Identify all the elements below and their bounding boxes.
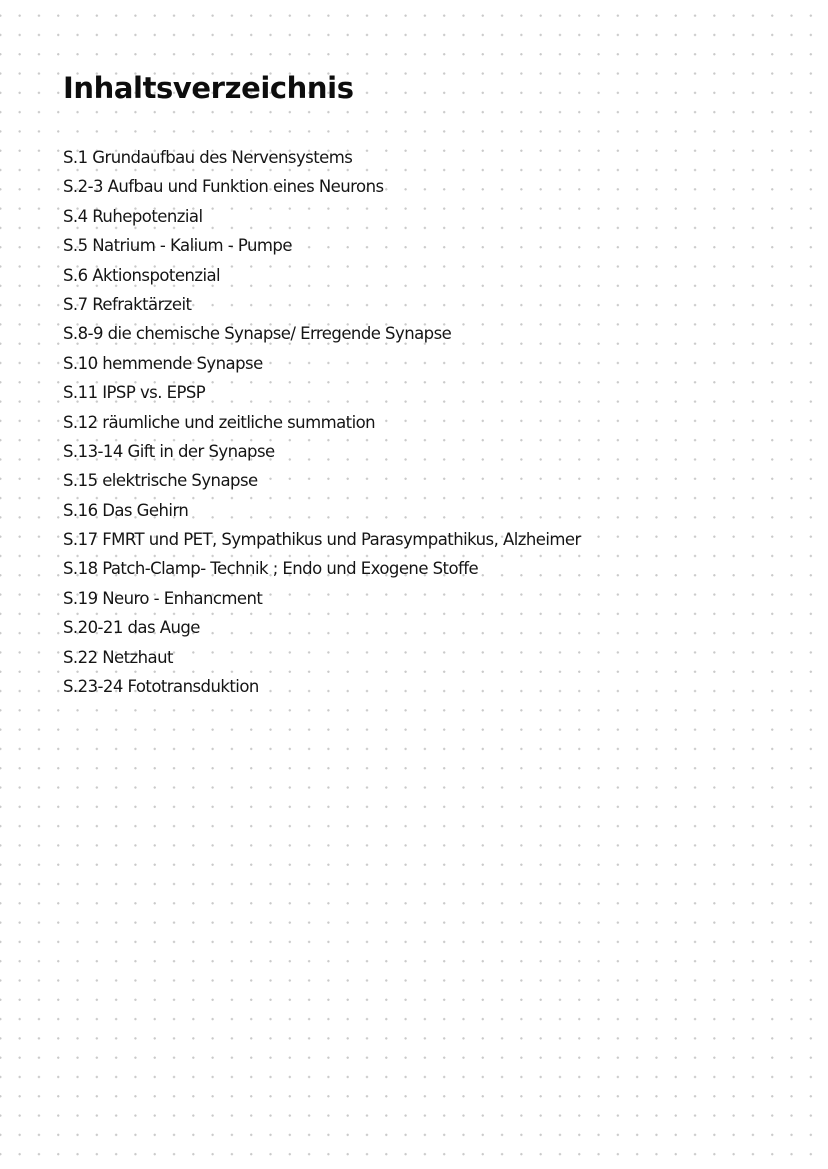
toc-entry: S.23-24 Fototransduktion [63,677,259,697]
toc-entry: S.10 hemmende Synapse [63,353,263,373]
toc-entry: S.19 Neuro - Enhancment [63,588,263,608]
toc-entry: S.12 räumliche und zeitliche summation [63,412,376,432]
toc-entry: S.4 Ruhepotenzial [63,206,203,226]
toc-entry: S.5 Natrium - Kalium - Pumpe [63,236,292,256]
toc-entry: S.18 Patch-Clamp- Technik ; Endo und Exogene Stoffe [63,559,479,579]
toc-entry: S.6 Aktionspotenzial [63,265,221,285]
toc-entry: S.13-14 Gift in der Synapse [63,441,275,461]
table-of-contents [63,143,581,701]
toc-entry: S.2-3 Aufbau und Funktion eines Neurons [63,177,384,197]
toc-entry: S.20-21 das Auge [63,618,200,638]
page-title: Inhaltsverzeichnis [63,71,354,105]
toc-entry: S.17 FMRT und PET, Sympathikus und Parasympathikus, Alzheimer [63,530,581,550]
toc-entry: S.15 elektrische Synapse [63,471,258,491]
toc-entry: S.22 Netzhaut [63,647,173,667]
toc-entry: S.8-9 die chemische Synapse/ Erregende Synapse [63,324,452,344]
toc-entry: S.11 IPSP vs. EPSP [63,383,206,403]
toc-entry: S.7 Refraktärzeit [63,294,192,314]
toc-entry: S.16 Das Gehirn [63,500,189,520]
toc-entry: S.1 Grundaufbau des Nervensystems [63,148,353,167]
